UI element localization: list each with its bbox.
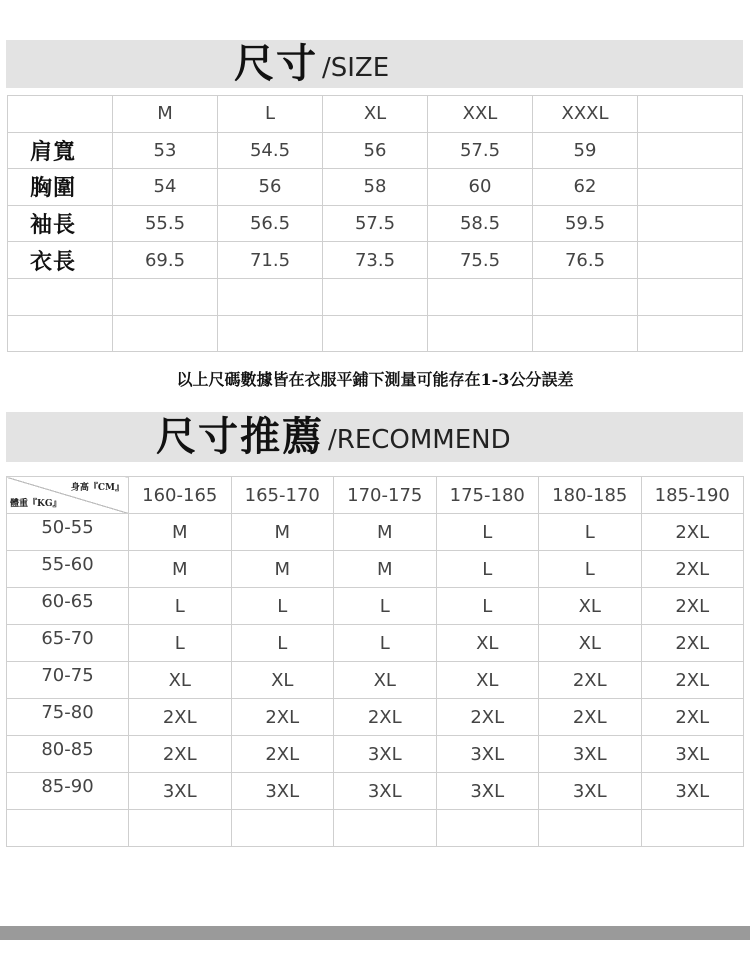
table-row xyxy=(7,588,744,625)
recommended-size: M xyxy=(231,551,334,588)
recommend-title-chinese: 尺寸推薦 xyxy=(156,413,324,460)
bottom-divider-bar xyxy=(0,926,750,940)
table-row xyxy=(8,242,743,279)
recommended-size: M xyxy=(334,551,437,588)
recommended-size: L xyxy=(436,514,539,551)
table-row xyxy=(7,699,744,736)
recommended-size: 3XL xyxy=(129,773,232,810)
recommended-size: XL xyxy=(539,588,642,625)
recommended-size: 2XL xyxy=(334,699,437,736)
recommended-size: XL xyxy=(334,662,437,699)
recommended-size: 3XL xyxy=(641,736,744,773)
recommended-size: 3XL xyxy=(539,773,642,810)
recommended-size: 3XL xyxy=(641,773,744,810)
measurement-value: 73.5 xyxy=(323,242,428,279)
measurement-value: 57.5 xyxy=(428,132,533,169)
recommended-size: 2XL xyxy=(231,736,334,773)
measurement-value: 54.5 xyxy=(218,132,323,169)
recommended-size: XL xyxy=(436,625,539,662)
height-range-header: 165-170 xyxy=(231,477,334,514)
size-header-cell: L xyxy=(218,96,323,133)
height-range-header: 160-165 xyxy=(129,477,232,514)
weight-range-label: 85-90 xyxy=(7,773,129,810)
recommended-size xyxy=(539,810,642,847)
measurement-value xyxy=(638,132,743,169)
size-title-english: /SIZE xyxy=(322,53,390,83)
table-row xyxy=(7,662,744,699)
recommended-size: 2XL xyxy=(641,551,744,588)
table-row xyxy=(8,315,743,352)
size-header-cell xyxy=(8,96,113,133)
weight-range-label: 70-75 xyxy=(7,662,129,699)
recommended-size: 2XL xyxy=(231,699,334,736)
measurement-value xyxy=(533,315,638,352)
size-title xyxy=(234,40,389,88)
recommended-size xyxy=(436,810,539,847)
measurement-value: 71.5 xyxy=(218,242,323,279)
weight-range-label: 50-55 xyxy=(7,514,129,551)
height-range-header: 170-175 xyxy=(334,477,437,514)
table-row xyxy=(8,169,743,206)
measurement-label: 肩寬 xyxy=(8,132,113,169)
weight-range-label: 65-70 xyxy=(7,625,129,662)
recommended-size: 2XL xyxy=(641,514,744,551)
recommended-size: 3XL xyxy=(231,773,334,810)
size-header-cell: XL xyxy=(323,96,428,133)
recommended-size xyxy=(334,810,437,847)
weight-axis-label: 體重『KG』 xyxy=(10,499,62,509)
measurement-value: 57.5 xyxy=(323,205,428,242)
measurement-value: 55.5 xyxy=(113,205,218,242)
recommended-size: L xyxy=(129,625,232,662)
table-row xyxy=(7,736,744,773)
recommended-size: L xyxy=(129,588,232,625)
recommended-size: L xyxy=(231,588,334,625)
recommended-size xyxy=(231,810,334,847)
recommended-size: XL xyxy=(231,662,334,699)
measurement-value: 53 xyxy=(113,132,218,169)
recommend-title xyxy=(156,412,511,462)
table-row xyxy=(8,132,743,169)
measurement-value xyxy=(218,278,323,315)
weight-range-label: 60-65 xyxy=(7,588,129,625)
measurement-value: 69.5 xyxy=(113,242,218,279)
measurement-label xyxy=(8,315,113,352)
measurement-value: 56.5 xyxy=(218,205,323,242)
recommended-size: 2XL xyxy=(539,662,642,699)
recommended-size: 3XL xyxy=(539,736,642,773)
measurement-label: 胸圍 xyxy=(8,169,113,206)
recommended-size: 2XL xyxy=(436,699,539,736)
recommended-size: M xyxy=(129,551,232,588)
table-row xyxy=(7,773,744,810)
measurement-value xyxy=(323,278,428,315)
height-range-header: 185-190 xyxy=(641,477,744,514)
measurement-value: 59.5 xyxy=(533,205,638,242)
recommended-size: XL xyxy=(436,662,539,699)
recommended-size: L xyxy=(539,514,642,551)
recommended-size: 2XL xyxy=(129,736,232,773)
table-row xyxy=(8,205,743,242)
size-header-cell: XXL xyxy=(428,96,533,133)
recommended-size: 2XL xyxy=(129,699,232,736)
weight-range-label: 75-80 xyxy=(7,699,129,736)
measurement-value xyxy=(428,315,533,352)
recommended-size: XL xyxy=(539,625,642,662)
measurement-value: 56 xyxy=(218,169,323,206)
measurement-note: 以上尺碼數據皆在衣服平鋪下測量可能存在1-3公分誤差 xyxy=(176,370,574,389)
recommended-size: L xyxy=(334,588,437,625)
measurement-value xyxy=(218,315,323,352)
size-header-cell: XXXL xyxy=(533,96,638,133)
measurement-label: 衣長 xyxy=(8,242,113,279)
size-chart-table xyxy=(7,95,743,352)
measurement-value xyxy=(113,315,218,352)
recommended-size xyxy=(129,810,232,847)
measurement-label: 袖長 xyxy=(8,205,113,242)
measurement-value xyxy=(638,242,743,279)
recommended-size: L xyxy=(231,625,334,662)
recommended-size: 2XL xyxy=(641,699,744,736)
recommended-size: 2XL xyxy=(641,625,744,662)
recommended-size: 2XL xyxy=(641,662,744,699)
recommended-size: L xyxy=(436,588,539,625)
recommended-size: XL xyxy=(129,662,232,699)
recommended-size: M xyxy=(334,514,437,551)
weight-range-label: 80-85 xyxy=(7,736,129,773)
measurement-value: 54 xyxy=(113,169,218,206)
size-header-cell xyxy=(638,96,743,133)
recommended-size: 3XL xyxy=(436,736,539,773)
recommended-size: L xyxy=(436,551,539,588)
size-header-row xyxy=(8,96,743,133)
measurement-value xyxy=(638,278,743,315)
recommended-size: 2XL xyxy=(641,588,744,625)
recommend-title-english: /RECOMMEND xyxy=(328,425,511,455)
measurement-value xyxy=(323,315,428,352)
recommended-size: M xyxy=(231,514,334,551)
recommended-size: L xyxy=(334,625,437,662)
recommended-size: 3XL xyxy=(334,736,437,773)
table-row xyxy=(7,625,744,662)
size-recommendation-table xyxy=(6,476,744,847)
recommend-title-banner xyxy=(6,412,743,462)
measurement-value: 58.5 xyxy=(428,205,533,242)
height-range-header: 180-185 xyxy=(539,477,642,514)
recommend-header-row xyxy=(7,477,744,514)
measurement-value: 56 xyxy=(323,132,428,169)
measurement-value: 58 xyxy=(323,169,428,206)
measurement-value: 75.5 xyxy=(428,242,533,279)
measurement-value xyxy=(638,205,743,242)
recommended-size xyxy=(641,810,744,847)
weight-range-label xyxy=(7,810,129,847)
weight-range-label: 55-60 xyxy=(7,551,129,588)
corner-header-cell xyxy=(7,477,129,514)
height-range-header: 175-180 xyxy=(436,477,539,514)
recommended-size: 3XL xyxy=(334,773,437,810)
height-axis-label: 身高『CM』 xyxy=(70,483,124,493)
table-row xyxy=(7,551,744,588)
table-row xyxy=(8,278,743,315)
table-row xyxy=(7,514,744,551)
measurement-value xyxy=(638,169,743,206)
recommended-size: L xyxy=(539,551,642,588)
size-header-cell: M xyxy=(113,96,218,133)
recommended-size: 2XL xyxy=(539,699,642,736)
measurement-value: 62 xyxy=(533,169,638,206)
measurement-value: 59 xyxy=(533,132,638,169)
measurement-label xyxy=(8,278,113,315)
measurement-value: 76.5 xyxy=(533,242,638,279)
measurement-value xyxy=(113,278,218,315)
measurement-value xyxy=(533,278,638,315)
table-row xyxy=(7,810,744,847)
measurement-value xyxy=(638,315,743,352)
recommended-size: 3XL xyxy=(436,773,539,810)
recommended-size: M xyxy=(129,514,232,551)
size-title-banner xyxy=(6,40,743,88)
measurement-value xyxy=(428,278,533,315)
size-title-chinese: 尺寸 xyxy=(234,40,318,87)
measurement-value: 60 xyxy=(428,169,533,206)
